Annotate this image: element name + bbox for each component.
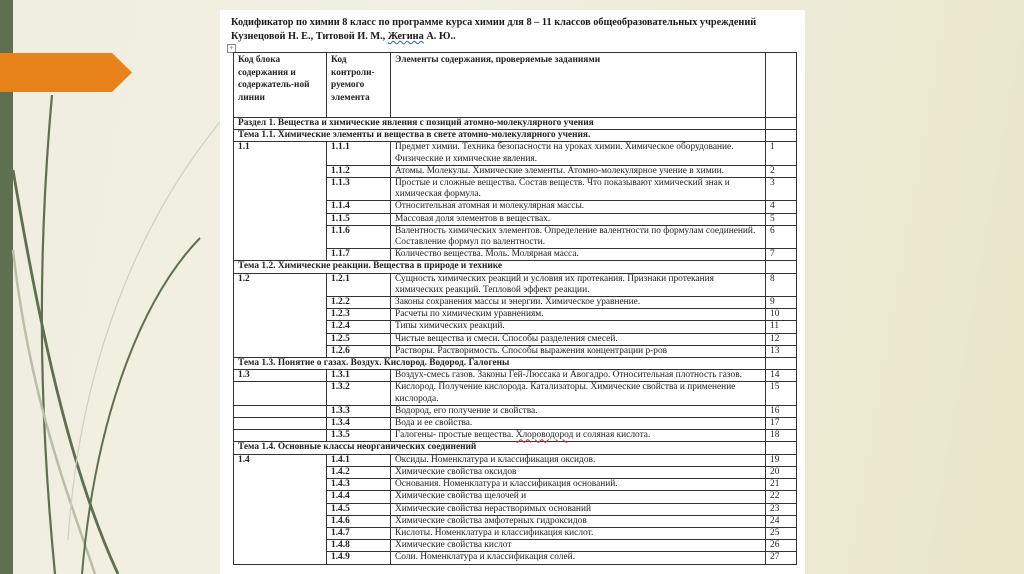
topic-row: [234, 358, 797, 370]
element-code-cell: 1.4.3: [327, 479, 391, 491]
content-cell: Атомы. Молекулы. Химические элементы. Атомно-молекулярное учение в химии.: [391, 165, 766, 177]
task-number-cell: 22: [766, 491, 797, 503]
task-number-cell: 14: [766, 370, 797, 382]
table-row: [234, 405, 797, 417]
content-cell: [391, 430, 766, 442]
task-number-cell: 17: [766, 418, 797, 430]
content-cell: Количество вещества. Моль. Молярная масса.: [391, 249, 766, 261]
element-code-cell: 1.1.1: [327, 142, 391, 165]
task-number-cell: 23: [766, 503, 797, 515]
topic-row: [234, 261, 797, 273]
document-page: [220, 10, 805, 574]
element-code-cell: 1.1.6: [327, 225, 391, 248]
topic-number-cell: [766, 130, 797, 142]
grass-line: [13, 170, 118, 574]
block-code-cell: 1.1: [234, 142, 327, 261]
task-number-cell: 15: [766, 382, 797, 405]
element-code-cell: 1.1.4: [327, 201, 391, 213]
header-element-code-text: Код контроли-руемого элемента: [331, 55, 375, 103]
content-cell: Расчеты по химическим уравнениям.: [391, 309, 766, 321]
element-code-cell: 1.2.5: [327, 333, 391, 345]
block-code-cell: 1.2: [234, 273, 327, 357]
element-code-cell: 1.2.1: [327, 273, 391, 296]
task-number-cell: 3: [766, 178, 797, 201]
task-number-cell: 6: [766, 225, 797, 248]
task-number-cell: 9: [766, 297, 797, 309]
topic-row: [234, 442, 797, 454]
element-code-cell: 1.4.5: [327, 503, 391, 515]
document-title: [231, 16, 803, 44]
element-code-cell: 1.4.8: [327, 540, 391, 552]
block-code-cell-empty: [234, 430, 327, 442]
content-cell: Сущность химических реакций и условия их протекания. Признаки протекания химических реакций. Тепловой эффект реакции.: [391, 273, 766, 296]
element-code-cell: 1.1.3: [327, 178, 391, 201]
task-number-cell: 26: [766, 540, 797, 552]
element-code-cell: 1.2.2: [327, 297, 391, 309]
element-code-cell: 1.4.6: [327, 515, 391, 527]
orange-arrow-polygon: [0, 53, 132, 92]
content-cell: Водород, его получение и свойства.: [391, 405, 766, 417]
task-number-cell: 7: [766, 249, 797, 261]
content-cell: Химические свойства амфотерных гидроксидов: [391, 515, 766, 527]
task-number-cell: 18: [766, 430, 797, 442]
topic-title: Тема 1.2. Химические реакции. Вещества в природе и технике: [234, 261, 766, 273]
topic-row: [234, 130, 797, 142]
element-code-cell: 1.4.9: [327, 552, 391, 564]
block-code-cell: 1.4: [234, 454, 327, 564]
task-number-cell: 19: [766, 454, 797, 466]
content-cell: Валентность химических элементов. Определение валентности по формулам соединений. Составление формул по валентности.: [391, 225, 766, 248]
content-cell: Воздух-смесь газов. Законы Гей-Люссака и Авогадро. Относительная плотность газов.: [391, 370, 766, 382]
content-cell: Химические свойства кислот: [391, 540, 766, 552]
grass-line: [82, 238, 200, 574]
task-number-cell: 16: [766, 405, 797, 417]
title-authors: Кузнецовой Н. Е., Титовой И. М.,: [231, 31, 388, 42]
block-code-cell-empty: [234, 405, 327, 417]
section-number-cell: [766, 118, 797, 130]
task-number-cell: 5: [766, 213, 797, 225]
title-author-underlined: Жегина: [387, 31, 424, 42]
content-cell: Законы сохранения массы и энергии. Химическое уравнение.: [391, 297, 766, 309]
content-cell: Химические свойства оксидов: [391, 466, 766, 478]
table-header-row: [234, 53, 797, 118]
table-row: [234, 370, 797, 382]
content-cell: Растворы. Растворимость. Способы выражения концентрации р-ров: [391, 345, 766, 357]
task-number-cell: 8: [766, 273, 797, 296]
grass-line: [68, 122, 220, 540]
grass-line: [13, 250, 95, 574]
task-number-cell: 25: [766, 527, 797, 539]
content-cell: Кислоты. Номенклатура и классификация кислот.: [391, 527, 766, 539]
element-code-cell: 1.1.5: [327, 213, 391, 225]
content-cell: Типы химических реакций.: [391, 321, 766, 333]
table-row: [234, 418, 797, 430]
task-number-cell: 11: [766, 321, 797, 333]
task-number-cell: 20: [766, 466, 797, 478]
topic-number-cell: [766, 442, 797, 454]
title-line-2: [231, 30, 803, 44]
content-cell: Относительная атомная и молекулярная массы.: [391, 201, 766, 213]
element-code-cell: 1.3.4: [327, 418, 391, 430]
task-number-cell: 12: [766, 333, 797, 345]
content-cell: Простые и сложные вещества. Состав веществ. Что показывают химический знак и химическая формула.: [391, 178, 766, 201]
task-number-cell: 21: [766, 479, 797, 491]
topic-title: Тема 1.4. Основные классы неорганических соединений: [234, 442, 766, 454]
element-code-cell: 1.4.4: [327, 491, 391, 503]
content-text: Галогены- простые вещества.: [395, 430, 516, 441]
task-number-cell: 4: [766, 201, 797, 213]
content-text: и соляная кислота.: [573, 430, 651, 441]
content-cell: Предмет химии. Техника безопасности на уроках химии. Химическое оборудование. Физические и химические явления.: [391, 142, 766, 165]
table-row: [234, 273, 797, 296]
content-cell: Вода и ее свойства.: [391, 418, 766, 430]
task-number-cell: 13: [766, 345, 797, 357]
element-code-cell: 1.3.2: [327, 382, 391, 405]
element-code-cell: 1.1.2: [327, 165, 391, 177]
table-move-handle-icon[interactable]: +: [227, 44, 236, 53]
block-code-cell-empty: [234, 382, 327, 405]
content-cell: Кислород. Получение кислорода. Катализаторы. Химические свойства и применение кислорода.: [391, 382, 766, 405]
element-code-cell: 1.3.5: [327, 430, 391, 442]
block-code-cell: 1.3: [234, 370, 327, 382]
element-code-cell: 1.1.7: [327, 249, 391, 261]
table-row: [234, 430, 797, 442]
orange-arrow-shape: [0, 53, 132, 92]
title-line-1: Кодификатор по химии 8 класс по программе курса химии для 8 – 11 классов общеобразовательных учреждений: [231, 17, 757, 28]
content-cell: Чистые вещества и смеси. Способы разделения смесей.: [391, 333, 766, 345]
title-author-suffix: А. Ю..: [423, 31, 456, 42]
task-number-cell: 2: [766, 165, 797, 177]
element-code-cell: 1.4.7: [327, 527, 391, 539]
table-row: [234, 142, 797, 165]
element-code-cell: 1.3.1: [327, 370, 391, 382]
content-cell: Оксиды. Номенклатура и классификация оксидов.: [391, 454, 766, 466]
header-element-code: [327, 53, 391, 118]
element-code-cell: 1.2.6: [327, 345, 391, 357]
section-row: [234, 118, 797, 130]
element-code-cell: 1.4.1: [327, 454, 391, 466]
task-number-cell: 10: [766, 309, 797, 321]
table-row: [234, 454, 797, 466]
topic-title: Тема 1.3. Понятие о газах. Воздух. Кислород. Водород. Галогены: [234, 358, 766, 370]
section-title: Раздел 1. Вещества и химические явления с позиций атомно-молекулярного учения: [234, 118, 766, 130]
header-content: Элементы содержания, проверяемые заданиями: [391, 53, 766, 118]
topic-title: Тема 1.1. Химические элементы и вещества в свете атомно-молекулярного учения.: [234, 130, 766, 142]
header-number: [766, 53, 797, 118]
block-code-cell-empty: [234, 418, 327, 430]
element-code-cell: 1.2.4: [327, 321, 391, 333]
content-cell: Массовая доля элементов в веществах.: [391, 213, 766, 225]
table-row: [234, 382, 797, 405]
codifier-table: [233, 52, 797, 565]
topic-number-cell: [766, 261, 797, 273]
content-cell: Основания. Номенклатура и классификация оснований.: [391, 479, 766, 491]
task-number-cell: 27: [766, 552, 797, 564]
element-code-cell: 1.4.2: [327, 466, 391, 478]
element-code-cell: 1.2.3: [327, 309, 391, 321]
task-number-cell: 1: [766, 142, 797, 165]
content-cell: Соли. Номенклатура и классификация солей.: [391, 552, 766, 564]
content-cell: Химические свойства щелочей и: [391, 491, 766, 503]
task-number-cell: 24: [766, 515, 797, 527]
header-block-code: Код блока содержания и содержатель-ной линии: [234, 53, 327, 118]
topic-number-cell: [766, 358, 797, 370]
content-cell: Химические свойства нерастворимых оснований: [391, 503, 766, 515]
content-text-spellcheck-underlined: Хлороводород: [515, 430, 574, 441]
element-code-cell: 1.3.3: [327, 405, 391, 417]
